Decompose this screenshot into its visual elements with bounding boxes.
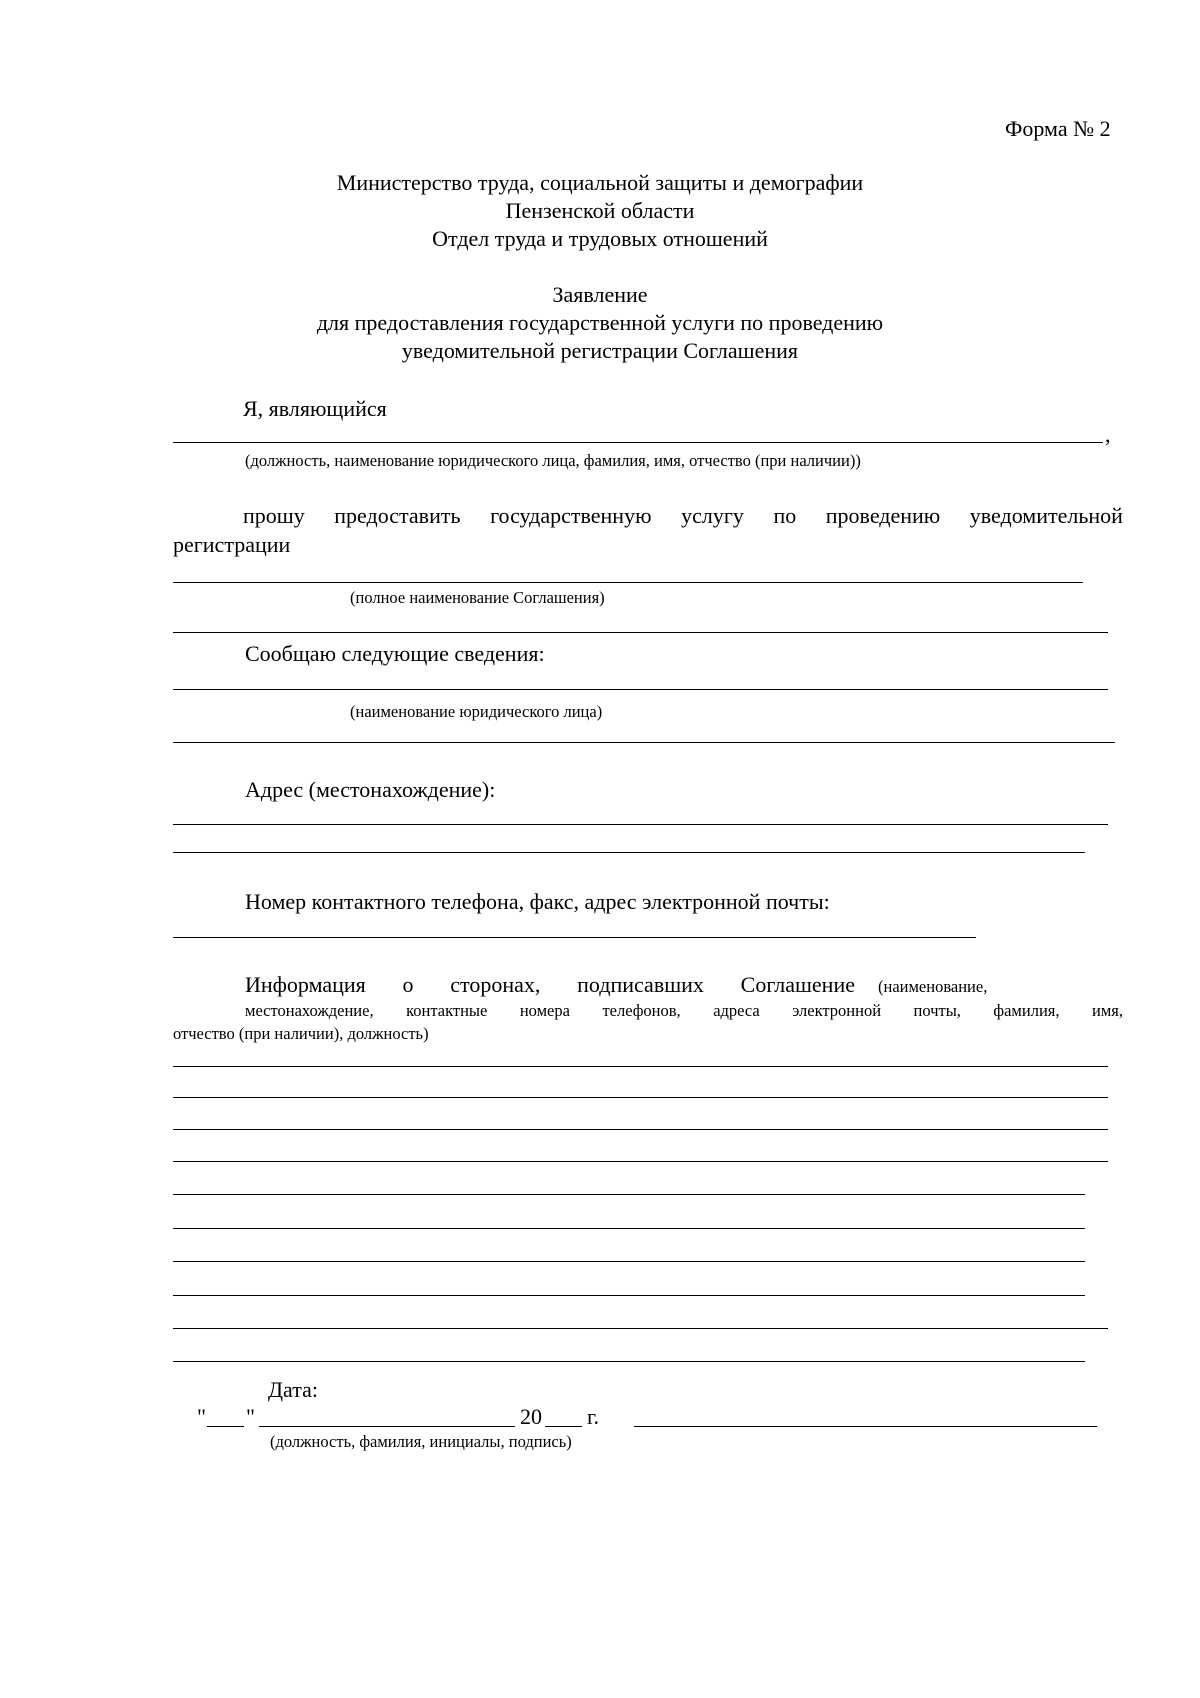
parties-word: Информация [245, 972, 366, 997]
agreement-name-hint: (полное наименование Соглашения) [350, 588, 605, 607]
document-subtitle-line2: уведомительной регистрации Соглашения [401, 338, 799, 363]
request-word: по [773, 503, 797, 528]
date-quote-close: " [246, 1404, 255, 1429]
parties-word: электронной [792, 1001, 882, 1020]
header-department: Отдел труда и трудовых отношений [432, 226, 768, 251]
request-word: уведомительной [969, 503, 1123, 528]
parties-field[interactable] [173, 1295, 1085, 1296]
address-field-2[interactable] [173, 852, 1085, 853]
parties-field[interactable] [173, 1129, 1108, 1130]
applicant-intro: Я, являющийся [243, 396, 387, 421]
date-day-field[interactable] [207, 1426, 244, 1427]
request-line1 [243, 505, 1123, 527]
request-word: государственную [490, 503, 652, 528]
date-label: Дата: [268, 1377, 318, 1402]
agreement-name-field-2[interactable] [173, 632, 1108, 633]
parties-word: адреса [713, 1001, 760, 1020]
parties-line1-note: (наименование, [878, 977, 988, 996]
parties-word: имя, [1092, 1001, 1123, 1020]
parties-word: контактные [406, 1001, 488, 1020]
document-title: Заявление [552, 282, 648, 307]
parties-word: местонахождение, [245, 1001, 374, 1020]
agreement-name-field[interactable] [173, 582, 1083, 583]
date-year-field[interactable] [545, 1426, 582, 1427]
parties-word: почты, [913, 1001, 961, 1020]
address-field[interactable] [173, 824, 1108, 825]
contacts-field[interactable] [173, 937, 976, 938]
parties-word: телефонов, [602, 1001, 681, 1020]
parties-word: подписавших [577, 972, 704, 997]
request-line2: регистрации [173, 532, 291, 557]
legal-entity-field-2[interactable] [173, 742, 1115, 743]
address-label: Адрес (местонахождение): [245, 777, 496, 802]
signature-field[interactable] [634, 1426, 1097, 1427]
date-quote-open: " [197, 1404, 206, 1429]
parties-line1 [245, 974, 855, 996]
parties-field[interactable] [173, 1261, 1085, 1262]
request-word: прошу [243, 503, 305, 528]
header-org-line1: Министерство труда, социальной защиты и демографии [336, 170, 864, 195]
parties-field[interactable] [173, 1161, 1108, 1162]
parties-field[interactable] [173, 1194, 1085, 1195]
parties-word: Соглашение [740, 972, 855, 997]
date-year-suffix: г. [587, 1404, 600, 1429]
form-number: Форма № 2 [1005, 116, 1111, 141]
request-word: предоставить [334, 503, 461, 528]
request-word: услугу [681, 503, 744, 528]
parties-word: о [402, 972, 414, 997]
parties-field[interactable] [173, 1328, 1108, 1329]
date-year-prefix: 20 [520, 1404, 542, 1429]
parties-line2 [245, 1003, 1123, 1020]
parties-word: сторонах, [450, 972, 541, 997]
legal-entity-field[interactable] [173, 689, 1108, 690]
parties-line3: отчество (при наличии), должность) [173, 1024, 429, 1043]
legal-entity-hint: (наименование юридического лица) [350, 702, 603, 721]
date-month-field[interactable] [259, 1426, 515, 1427]
document-subtitle-line1: для предоставления государственной услуги по проведению [316, 310, 884, 335]
signature-hint: (должность, фамилия, инициалы, подпись) [270, 1432, 572, 1451]
applicant-comma: , [1105, 422, 1111, 447]
parties-field[interactable] [173, 1228, 1085, 1229]
parties-field[interactable] [173, 1361, 1085, 1362]
header-org-line2: Пензенской области [505, 198, 695, 223]
parties-field[interactable] [173, 1097, 1108, 1098]
contacts-label: Номер контактного телефона, факс, адрес электронной почты: [245, 889, 830, 914]
parties-word: фамилия, [993, 1001, 1060, 1020]
request-word: проведению [825, 503, 941, 528]
info-label: Сообщаю следующие сведения: [245, 641, 545, 666]
applicant-hint: (должность, наименование юридического лица, фамилия, имя, отчество (при наличии)) [245, 451, 861, 470]
parties-word: номера [519, 1001, 570, 1020]
parties-field[interactable] [173, 1066, 1108, 1067]
applicant-field[interactable] [173, 442, 1103, 443]
